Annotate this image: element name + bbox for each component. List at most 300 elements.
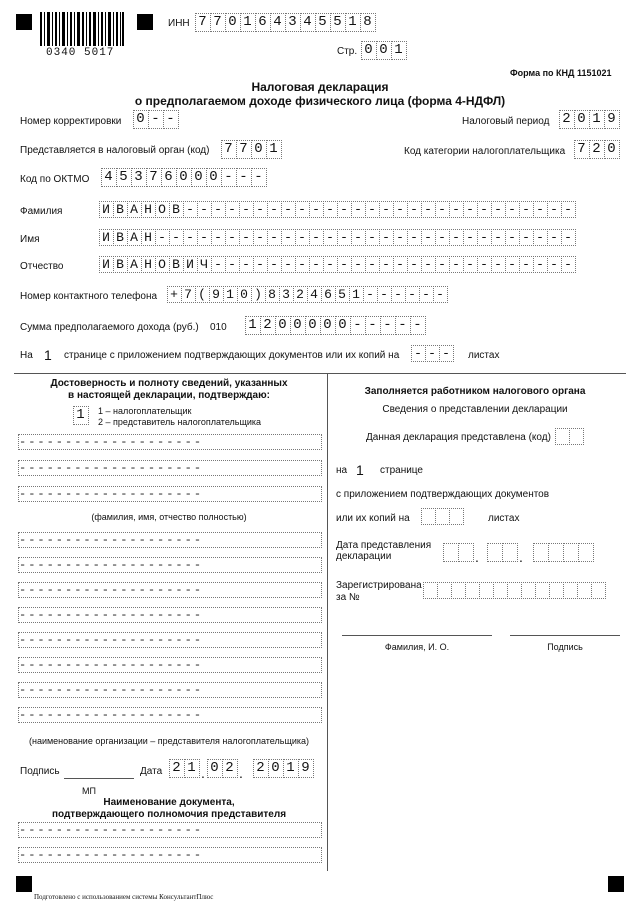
column-divider (327, 373, 328, 871)
char-cell: - (435, 256, 450, 273)
char-cell: 0 (191, 168, 207, 187)
char-cell (591, 582, 606, 599)
char-cell: - (236, 168, 252, 187)
char-cell: 9 (209, 286, 224, 303)
char-cell: - (351, 256, 366, 273)
char-cell: - (547, 201, 562, 218)
char-cell: 0 (206, 168, 222, 187)
char-cell: - (419, 286, 434, 303)
char-cell: - (425, 345, 440, 362)
char-cell: 0 (376, 41, 392, 60)
char-cell: 1 (223, 286, 238, 303)
char-cell: Н (141, 201, 156, 218)
char-cell: В (113, 256, 128, 273)
char-cell: 9 (298, 759, 314, 778)
office-date-dot-1: . (475, 549, 479, 565)
date-dot-2: . (239, 765, 243, 781)
char-cell: - (393, 256, 408, 273)
char-cell: - (477, 201, 492, 218)
char-cell: ( (195, 286, 210, 303)
oktmo-cells[interactable] (102, 168, 267, 187)
sign-underline[interactable] (64, 778, 134, 779)
char-cell: - (439, 345, 454, 362)
office-section-title: Заполняется работником налогового органа (364, 386, 586, 397)
char-cell: - (323, 229, 338, 246)
char-cell: 7 (146, 168, 162, 187)
surname-label: Фамилия (20, 206, 63, 217)
office-fio-underline[interactable] (342, 635, 492, 636)
char-cell (578, 543, 594, 562)
char-cell: - (477, 229, 492, 246)
office-reg-label-line2: за № (336, 592, 360, 603)
char-cell: - (221, 168, 237, 187)
date-label: Дата (140, 766, 163, 777)
char-cell: - (519, 256, 534, 273)
char-cell (451, 582, 466, 599)
char-cell: А (127, 229, 142, 246)
char-cell: - (323, 256, 338, 273)
corner-marker-bottom-right (608, 876, 624, 892)
char-cell: - (281, 229, 296, 246)
office-sign-underline[interactable] (510, 635, 620, 636)
office-date-label-line2: декларации (336, 551, 392, 562)
char-cell: - (148, 110, 164, 129)
char-cell: Ч (197, 256, 212, 273)
char-cell: - (421, 229, 436, 246)
date-month-cells[interactable] (208, 759, 238, 778)
date-day-cells[interactable] (170, 759, 200, 778)
char-cell: - (365, 229, 380, 246)
corner-marker-top-center (137, 14, 153, 30)
office-date-day-cells[interactable] (444, 543, 474, 562)
char-cell: - (505, 229, 520, 246)
income-label: Сумма предполагаемого дохода (руб.) (20, 322, 199, 333)
pages-suffix: листах (468, 350, 500, 361)
char-cell: 6 (321, 286, 336, 303)
char-cell: - (463, 229, 478, 246)
char-cell: - (169, 229, 184, 246)
char-cell: - (267, 229, 282, 246)
confirm-title-line1: Достоверность и полноту сведений, указанных (50, 378, 288, 389)
inn-cells[interactable] (196, 13, 376, 32)
char-cell: А (127, 201, 142, 218)
char-cell: - (449, 229, 464, 246)
char-cell: - (463, 201, 478, 218)
char-cell: - (377, 286, 392, 303)
patronymic-cells[interactable] (100, 256, 576, 273)
char-cell: - (225, 201, 240, 218)
char-cell: 5 (116, 168, 132, 187)
char-cell: 0 (305, 316, 321, 335)
doc-line-1[interactable]: -------------------- (18, 822, 322, 838)
org-line-7[interactable]: -------------------- (18, 682, 322, 698)
char-cell: 5 (335, 286, 350, 303)
char-cell: 4 (101, 168, 117, 187)
char-cell: - (407, 229, 422, 246)
confirm-title-line2: в настоящей декларации, подтверждаю: (68, 390, 270, 401)
char-cell: - (519, 201, 534, 218)
char-cell: - (395, 316, 411, 335)
char-cell: - (253, 229, 268, 246)
char-cell: - (197, 229, 212, 246)
name-cells[interactable] (100, 229, 576, 246)
char-cell: 9 (604, 110, 620, 129)
char-cell: - (309, 201, 324, 218)
char-cell (563, 543, 579, 562)
office-attach-line: с приложением подтверждающих документов (336, 489, 550, 500)
char-cell (548, 543, 564, 562)
char-cell: 5 (315, 13, 331, 32)
char-cell: - (421, 256, 436, 273)
char-cell: 4 (270, 13, 286, 32)
char-cell: - (253, 201, 268, 218)
char-cell: - (407, 256, 422, 273)
char-cell: - (365, 316, 381, 335)
char-cell: 3 (131, 168, 147, 187)
char-cell: - (351, 229, 366, 246)
char-cell: 0 (268, 759, 284, 778)
char-cell: А (127, 256, 142, 273)
section-divider (14, 373, 626, 374)
char-cell: В (169, 201, 184, 218)
category-label: Код категории налогоплательщика (404, 146, 566, 157)
char-cell: - (351, 201, 366, 218)
oktmo-label: Код по ОКТМО (20, 174, 90, 185)
char-cell: ) (251, 286, 266, 303)
barcode-number: 0340 5017 (46, 47, 115, 59)
char-cell: - (505, 256, 520, 273)
char-cell: - (393, 229, 408, 246)
char-cell: - (449, 256, 464, 273)
office-date-year-cells[interactable] (534, 543, 594, 562)
office-date-label-line1: Дата представления (336, 540, 432, 551)
form-code: Форма по КНД 1151021 (510, 68, 612, 78)
char-cell: - (505, 201, 520, 218)
char-cell: - (449, 201, 464, 218)
char-cell: - (225, 256, 240, 273)
char-cell: - (491, 201, 506, 218)
date-dot-1: . (201, 765, 205, 781)
char-cell: - (309, 256, 324, 273)
office-copies-label: или их копий на (336, 513, 410, 524)
char-cell (493, 582, 508, 599)
char-cell: О (155, 256, 170, 273)
char-cell (465, 582, 480, 599)
char-cell: - (295, 229, 310, 246)
char-cell: 0 (237, 286, 252, 303)
office-sheets-label: листах (488, 513, 520, 524)
char-cell: - (295, 201, 310, 218)
char-cell: - (379, 201, 394, 218)
tax-authority-label: Представляется в налоговый орган (код) (20, 145, 210, 156)
char-cell: 3 (279, 286, 294, 303)
char-cell: И (99, 201, 114, 218)
category-cells[interactable] (575, 140, 620, 159)
office-reg-number-cells[interactable] (424, 582, 606, 599)
fio-line-1[interactable]: -------------------- (18, 434, 322, 450)
char-cell: - (323, 201, 338, 218)
office-sign-label: Подпись (547, 642, 583, 652)
char-cell: - (407, 201, 422, 218)
char-cell (443, 543, 459, 562)
office-on-value: 1 (356, 462, 364, 478)
sign-label: Подпись (20, 766, 60, 777)
phone-cells[interactable] (168, 286, 448, 303)
char-cell: - (155, 229, 170, 246)
char-cell: - (561, 229, 576, 246)
document-title-line1: Налоговая декларация (251, 80, 389, 94)
char-cell: - (391, 286, 406, 303)
patronymic-label: Отчество (20, 261, 64, 272)
char-cell (435, 508, 450, 525)
char-cell: 2 (559, 110, 575, 129)
org-line-1[interactable]: -------------------- (18, 532, 322, 548)
signer-code-cell[interactable] (74, 406, 89, 425)
char-cell: 7 (236, 140, 252, 159)
office-page-word: странице (380, 465, 423, 476)
char-cell: - (337, 229, 352, 246)
char-cell (549, 582, 564, 599)
char-cell: 7 (195, 13, 211, 32)
correction-label: Номер корректировки (20, 116, 122, 127)
corner-marker-bottom-left (16, 876, 32, 892)
char-cell: + (167, 286, 182, 303)
char-cell: И (99, 256, 114, 273)
fio-line-3[interactable]: -------------------- (18, 486, 322, 502)
char-cell: 1 (283, 759, 299, 778)
char-cell: - (380, 316, 396, 335)
char-cell: 2 (169, 759, 185, 778)
char-cell: - (463, 256, 478, 273)
char-cell: 2 (293, 286, 308, 303)
char-cell: - (405, 286, 420, 303)
char-cell: - (547, 229, 562, 246)
char-cell: 2 (589, 140, 605, 159)
char-cell: - (421, 201, 436, 218)
org-line-8[interactable]: -------------------- (18, 707, 322, 723)
char-cell: 0 (290, 316, 306, 335)
period-label: Налоговый период (462, 116, 550, 127)
char-cell (479, 582, 494, 599)
name-label: Имя (20, 234, 40, 245)
char-cell: 0 (133, 110, 149, 129)
correction-cells[interactable] (134, 110, 179, 129)
char-cell: 1 (391, 41, 407, 60)
pages-middle: странице с приложением подтверждающих документов или их копий на (64, 350, 400, 361)
char-cell: - (547, 256, 562, 273)
char-cell: 8 (265, 286, 280, 303)
char-cell (569, 428, 584, 445)
org-line-4[interactable]: -------------------- (18, 607, 322, 623)
char-cell: - (365, 256, 380, 273)
income-code: 010 (210, 322, 227, 333)
char-cell: - (435, 229, 450, 246)
submitted-label: Данная декларация представлена (код) (366, 432, 551, 443)
pages-prefix: На (20, 350, 33, 361)
char-cell (521, 582, 536, 599)
doc-line-2[interactable]: -------------------- (18, 847, 322, 863)
mp-label: МП (82, 786, 96, 796)
char-cell: - (393, 201, 408, 218)
corner-marker-top-left (16, 14, 32, 30)
char-cell: 4 (307, 286, 322, 303)
char-cell: 0 (361, 41, 377, 60)
char-cell: 2 (253, 759, 269, 778)
char-cell: - (365, 201, 380, 218)
char-cell: 8 (360, 13, 376, 32)
char-cell (487, 543, 503, 562)
char-cell: - (253, 256, 268, 273)
char-cell (577, 582, 592, 599)
office-on-label: на (336, 465, 348, 476)
char-cell: 7 (221, 140, 237, 159)
char-cell: - (435, 201, 450, 218)
char-cell: О (155, 201, 170, 218)
char-cell: - (379, 256, 394, 273)
char-cell: Н (141, 229, 156, 246)
char-cell: - (561, 201, 576, 218)
signer-option-2: 2 – представитель налогоплательщика (98, 417, 262, 427)
char-cell: - (225, 229, 240, 246)
org-caption: (наименование организации – представителя налогоплательщика) (28, 736, 310, 746)
char-cell: - (281, 256, 296, 273)
char-cell (535, 582, 550, 599)
office-section-subtitle: Сведения о представлении декларации (382, 404, 568, 415)
char-cell: - (239, 229, 254, 246)
char-cell: - (337, 201, 352, 218)
char-cell: - (337, 256, 352, 273)
char-cell: 1 (184, 759, 200, 778)
barcode-graphic (40, 12, 124, 46)
office-copies-cells[interactable] (422, 508, 464, 525)
org-line-2[interactable]: -------------------- (18, 557, 322, 573)
fio-caption: (фамилия, имя, отчество полностью) (91, 512, 247, 522)
char-cell: - (477, 256, 492, 273)
char-cell: - (211, 256, 226, 273)
char-cell: 1 (349, 286, 364, 303)
char-cell: 6 (255, 13, 271, 32)
office-fio-label: Фамилия, И. О. (384, 642, 450, 652)
char-cell: 7 (181, 286, 196, 303)
document-title-line2: о предполагаемом доходе физического лица (форма 4-НДФЛ) (134, 94, 506, 108)
char-cell: 0 (176, 168, 192, 187)
surname-cells[interactable] (100, 201, 576, 218)
submitted-code-cells[interactable] (556, 428, 584, 445)
char-cell: - (211, 229, 226, 246)
char-cell (449, 508, 464, 525)
char-cell: 2 (260, 316, 276, 335)
char-cell: - (561, 256, 576, 273)
char-cell: - (163, 110, 179, 129)
income-cells[interactable] (246, 316, 426, 335)
char-cell: 1 (240, 13, 256, 32)
char-cell: 0 (225, 13, 241, 32)
office-date-dot-2: . (519, 549, 523, 565)
page-label: Стр. (337, 46, 358, 57)
pages-count: 1 (44, 347, 52, 363)
char-cell: 4 (300, 13, 316, 32)
char-cell: - (267, 256, 282, 273)
tax-authority-cells[interactable] (222, 140, 282, 159)
period-cells[interactable] (560, 110, 620, 129)
org-line-6[interactable]: -------------------- (18, 657, 322, 673)
char-cell: Н (141, 256, 156, 273)
char-cell: 2 (222, 759, 238, 778)
signer-option-1: 1 – налогоплательщик (98, 406, 192, 416)
char-cell: 6 (161, 168, 177, 187)
fio-line-2[interactable]: -------------------- (18, 460, 322, 476)
char-cell (563, 582, 578, 599)
pages-attach-cells[interactable] (412, 345, 454, 362)
char-cell: 3 (285, 13, 301, 32)
char-cell: - (309, 229, 324, 246)
char-cell: - (350, 316, 366, 335)
char-cell: 0 (335, 316, 351, 335)
char-cell: 0 (251, 140, 267, 159)
date-year-cells[interactable] (254, 759, 314, 778)
doc-title-line1: Наименование документа, (103, 797, 235, 808)
char-cell (458, 543, 474, 562)
barcode (40, 12, 124, 46)
char-cell: В (113, 229, 128, 246)
char-cell: 1 (345, 13, 361, 32)
char-cell: - (239, 201, 254, 218)
char-cell: - (533, 201, 548, 218)
org-line-3[interactable]: -------------------- (18, 582, 322, 598)
char-cell: 7 (210, 13, 226, 32)
office-reg-label-line1: Зарегистрирована (336, 580, 422, 591)
org-line-5[interactable]: -------------------- (18, 632, 322, 648)
char-cell: - (239, 256, 254, 273)
char-cell: - (281, 201, 296, 218)
char-cell: - (491, 229, 506, 246)
char-cell: - (410, 316, 426, 335)
char-cell: - (491, 256, 506, 273)
inn-label: ИНН (168, 18, 190, 29)
char-cell: - (197, 201, 212, 218)
char-cell: - (363, 286, 378, 303)
char-cell (555, 428, 570, 445)
char-cell: - (211, 201, 226, 218)
char-cell (423, 582, 438, 599)
char-cell: - (519, 229, 534, 246)
char-cell: 1 (589, 110, 605, 129)
char-cell (507, 582, 522, 599)
char-cell: - (251, 168, 267, 187)
char-cell: В (169, 256, 184, 273)
footer-note: Подготовлено с использованием системы КонсультантПлюс (34, 893, 214, 901)
char-cell: 1 (266, 140, 282, 159)
char-cell: 0 (275, 316, 291, 335)
char-cell: - (295, 256, 310, 273)
char-cell: 0 (574, 110, 590, 129)
char-cell (502, 543, 518, 562)
char-cell: 7 (574, 140, 590, 159)
char-cell: - (533, 256, 548, 273)
char-cell: 1 (245, 316, 261, 335)
char-cell: 0 (604, 140, 620, 159)
char-cell: 0 (320, 316, 336, 335)
char-cell: - (379, 229, 394, 246)
char-cell: - (533, 229, 548, 246)
char-cell (421, 508, 436, 525)
char-cell: 0 (207, 759, 223, 778)
char-cell: - (433, 286, 448, 303)
char-cell: - (183, 201, 198, 218)
office-date-month-cells[interactable] (488, 543, 518, 562)
char-cell: - (267, 201, 282, 218)
char-cell: И (183, 256, 198, 273)
